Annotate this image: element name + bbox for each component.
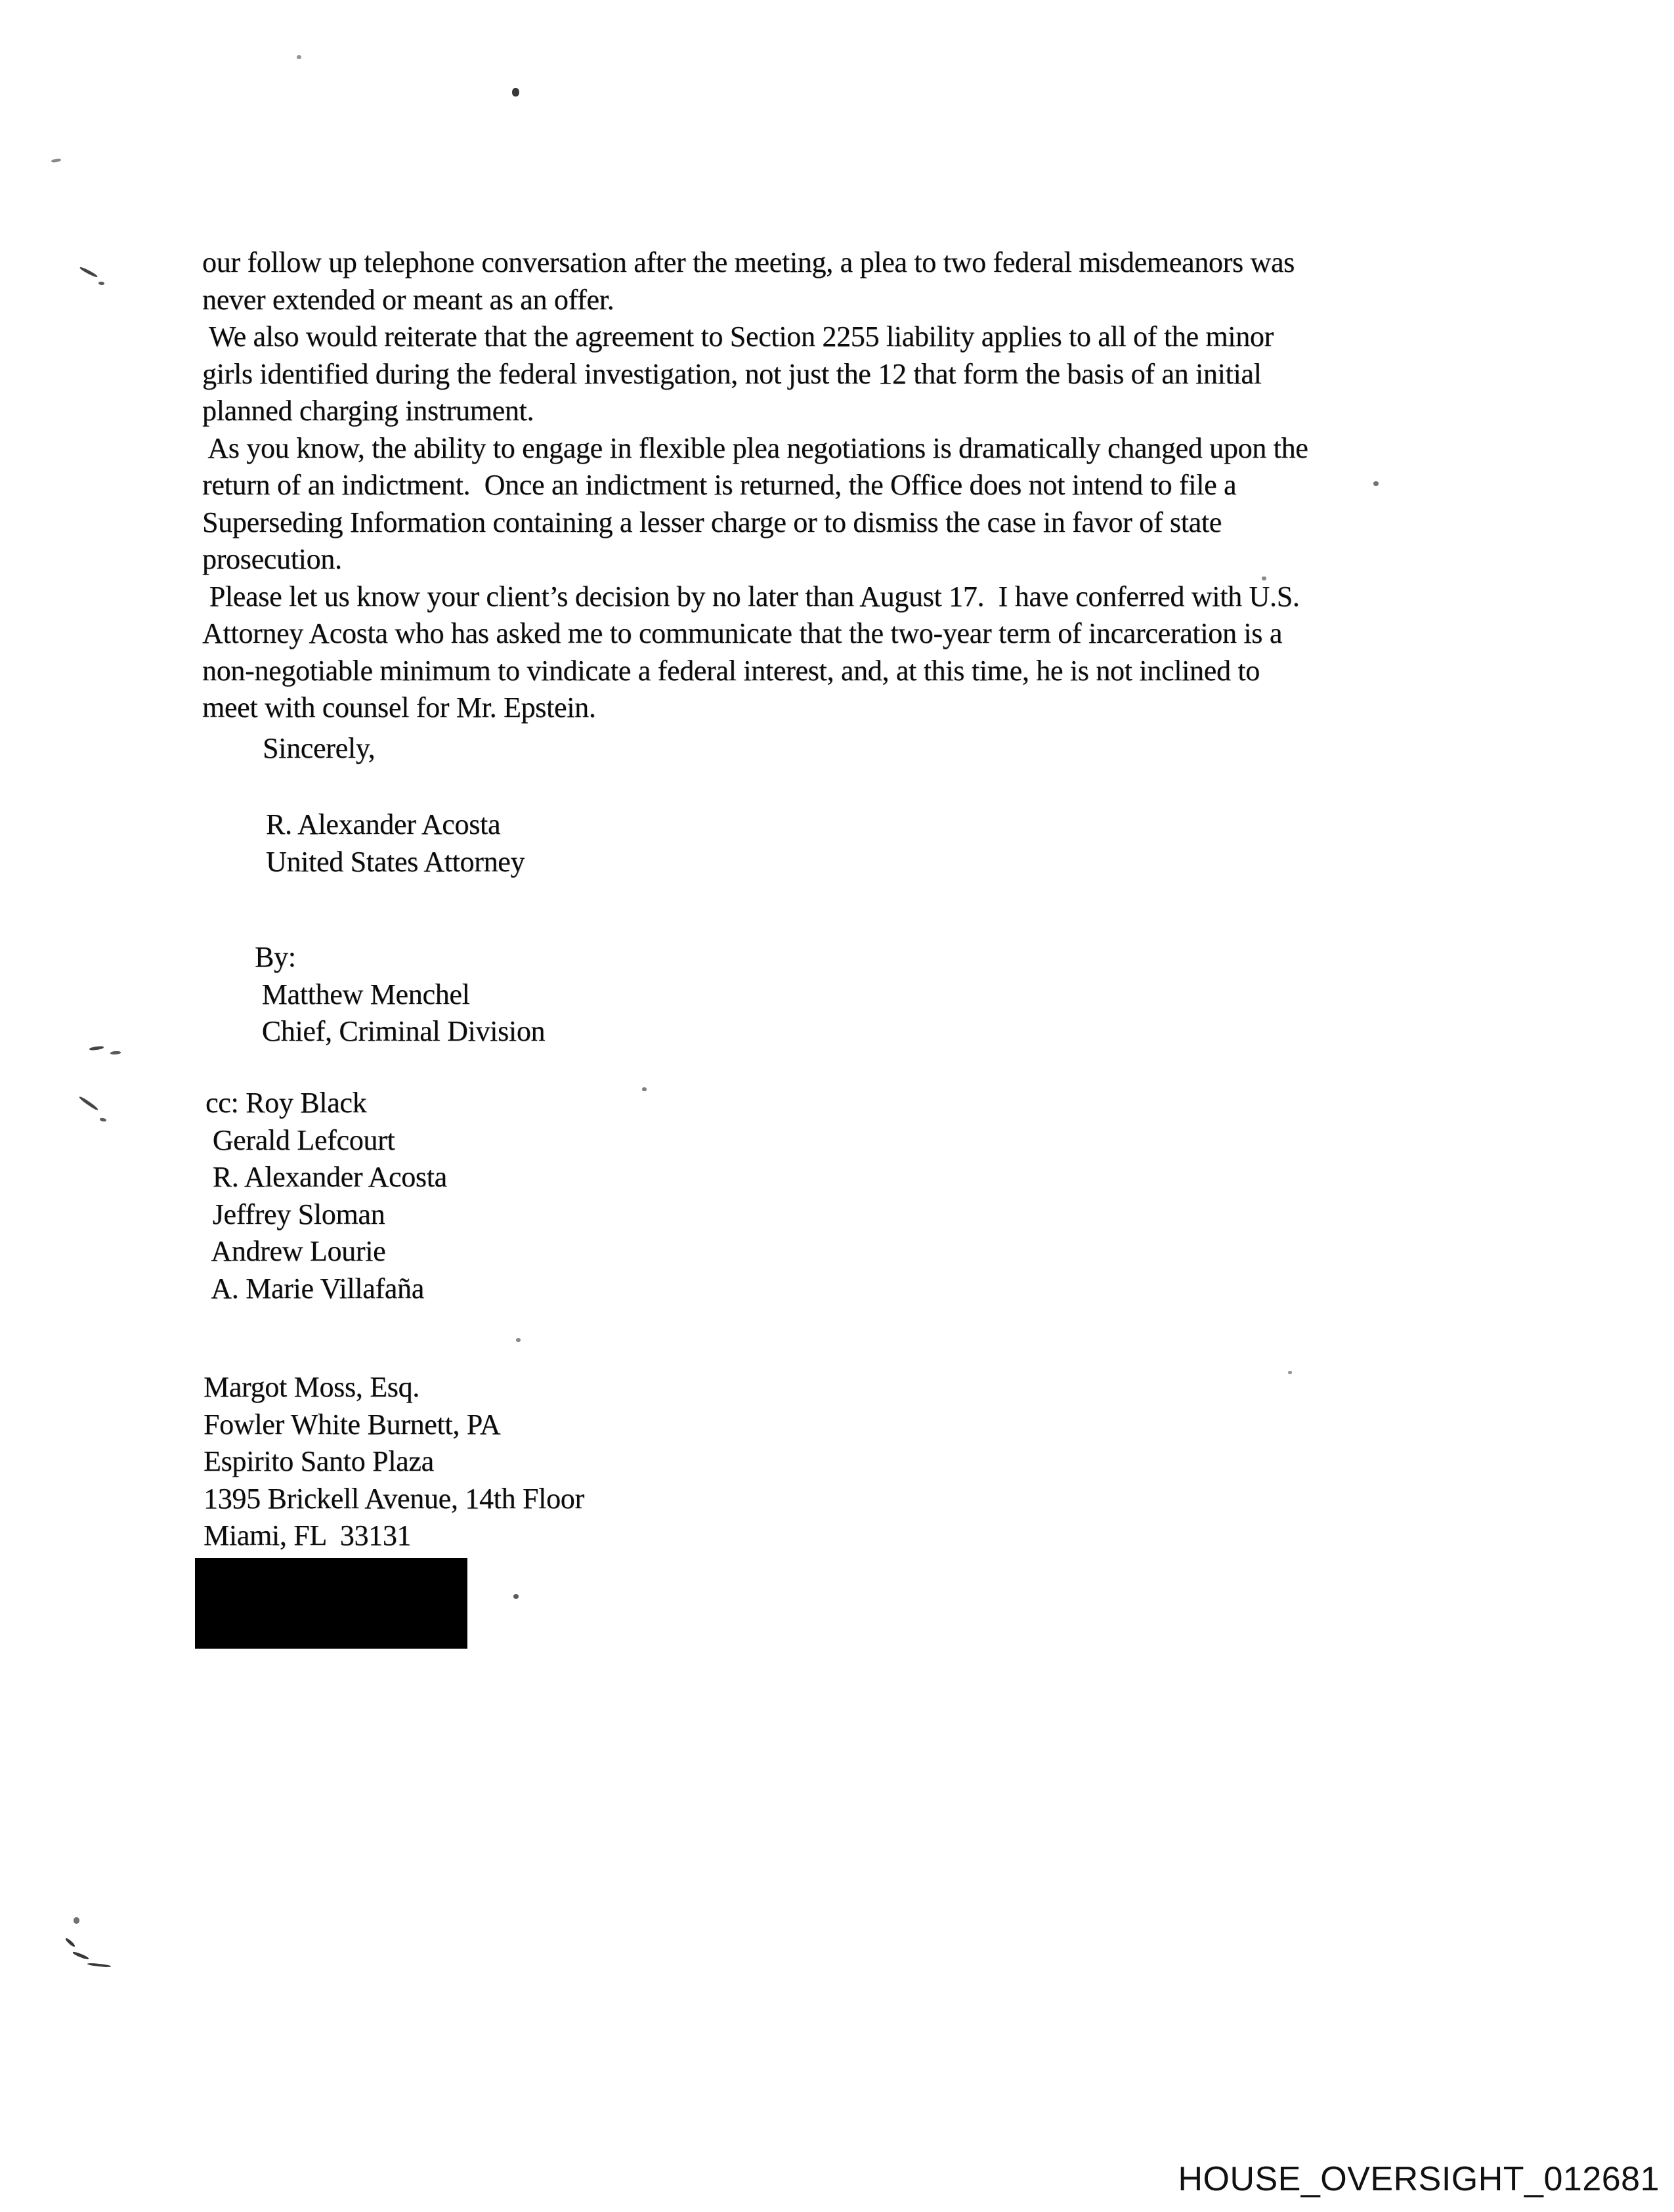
- scan-speck: [79, 266, 98, 278]
- closing-salutation: Sincerely,: [263, 732, 376, 764]
- cc-line: Gerald Lefcourt: [205, 1123, 395, 1156]
- by-block: [255, 939, 545, 1051]
- scan-speck: [89, 1045, 104, 1051]
- body-line: As you know, the ability to engage in flexible plea negotiations is dramatically changed upon the: [202, 431, 1308, 464]
- scan-speck: [100, 1117, 107, 1122]
- redaction-box: [195, 1558, 467, 1649]
- address-line: Fowler White Burnett, PA: [204, 1408, 501, 1441]
- address-line: 1395 Brickell Avenue, 14th Floor: [204, 1482, 584, 1515]
- body-line: Superseding Information containing a lesser charge or to dismiss the case in favor of state: [202, 506, 1222, 538]
- cc-line: Jeffrey Sloman: [205, 1198, 385, 1230]
- scan-speck: [1262, 576, 1266, 580]
- scan-speck: [72, 1951, 89, 1960]
- body-line: non-negotiable minimum to vindicate a federal interest, and, at this time, he is not inclined to: [202, 654, 1260, 687]
- body-line: Attorney Acosta who has asked me to communicate that the two-year term of incarceration is a: [202, 617, 1283, 649]
- scan-speck: [642, 1087, 647, 1091]
- scan-speck: [513, 1594, 519, 1599]
- cc-line: A. Marie Villafaña: [205, 1272, 424, 1305]
- address-line: Miami, FL 33131: [204, 1519, 412, 1551]
- scan-speck: [516, 1338, 521, 1342]
- by-line: Chief, Criminal Division: [255, 1015, 546, 1047]
- scan-speck: [74, 1917, 79, 1924]
- cc-line: cc: Roy Black: [205, 1087, 367, 1119]
- scan-speck: [65, 1938, 76, 1948]
- cc-line: Andrew Lourie: [205, 1235, 386, 1267]
- signature-block: [266, 806, 525, 880]
- body-line: meet with counsel for Mr. Epstein.: [202, 691, 596, 724]
- body-line: return of an indictment. Once an indictment is returned, the Office does not intend to file a: [202, 469, 1237, 501]
- scan-speck: [98, 282, 104, 286]
- scan-speck: [1288, 1371, 1292, 1374]
- scan-speck: [512, 88, 519, 97]
- signature-line: R. Alexander Acosta: [266, 808, 501, 840]
- cc-line: R. Alexander Acosta: [205, 1161, 447, 1193]
- scan-speck: [79, 1096, 99, 1112]
- by-line: By:: [255, 941, 296, 973]
- body-line: planned charging instrument.: [202, 395, 534, 427]
- scan-speck: [110, 1051, 121, 1054]
- body-line: prosecution.: [202, 543, 342, 575]
- bates-number: HOUSE_OVERSIGHT_012681: [1178, 2160, 1660, 2198]
- scan-speck: [87, 1963, 111, 1968]
- scan-speck: [51, 158, 62, 163]
- cc-block: [205, 1085, 447, 1307]
- letter-body: [202, 244, 1308, 727]
- address-line: Espirito Santo Plaza: [204, 1445, 434, 1477]
- address-block: [204, 1369, 584, 1555]
- body-line: We also would reiterate that the agreement to Section 2255 liability applies to all of the minor: [202, 320, 1274, 353]
- scan-speck: [1373, 481, 1379, 486]
- body-line: our follow up telephone conversation after the meeting, a plea to two federal misdemeanors was: [202, 246, 1295, 278]
- signature-line: United States Attorney: [266, 845, 525, 878]
- scan-speck: [297, 55, 301, 59]
- by-line: Matthew Menchel: [255, 978, 470, 1010]
- address-line: Margot Moss, Esq.: [204, 1371, 420, 1403]
- body-line: girls identified during the federal investigation, not just the 12 that form the basis of an initial: [202, 357, 1262, 390]
- body-line: Please let us know your client’s decision by no later than August 17. I have conferred with U.S.: [202, 580, 1300, 613]
- body-line: never extended or meant as an offer.: [202, 283, 614, 316]
